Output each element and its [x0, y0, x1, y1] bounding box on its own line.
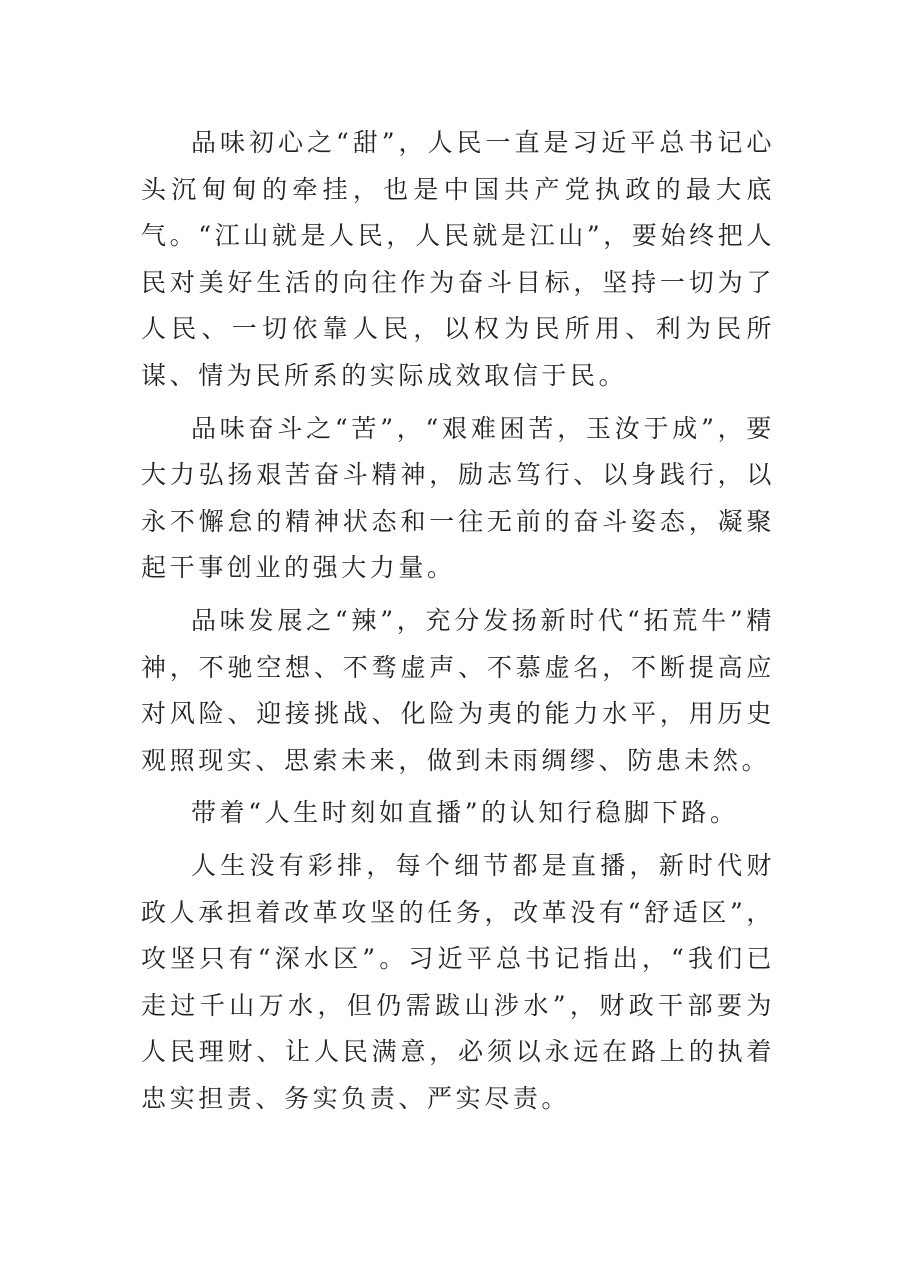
document-body	[141, 120, 775, 1122]
paragraph-section-heading: 带着“人生时刻如直播”的认知行稳脚下路。	[191, 798, 739, 828]
paragraph-no-rehearsal: 人生没有彩排，每个细节都是直播，新时代财政人承担着改革攻坚的任务，改革没有“舒适区”，攻坚只有“深水区”。习近平总书记指出，“我们已走过千山万水，但仍需跋山涉水”，财政干部要为人民理财、让人民满意，必须以永远在路上的执着忠实担责、务实负责、严实尽责。	[141, 850, 775, 1113]
paragraph-sweet-original-aspiration: 品味初心之“甜”，人民一直是习近平总书记心头沉甸甸的牵挂，也是中国共产党执政的最大底气。“江山就是人民，人民就是江山”，要始终把人民对美好生活的向往作为奋斗目标，坚持一切为了人民、一切依靠人民，以权为民所用、利为民所谋、情为民所系的实际成效取信于民。	[141, 128, 775, 390]
paragraph-bitter-struggle: 品味奋斗之“苦”，“艰难困苦，玉汝于成”，要大力弘扬艰苦奋斗精神，励志笃行、以身践行，以永不懈怠的精神状态和一往无前的奋斗姿态，凝聚起干事创业的强大力量。	[141, 413, 775, 583]
paragraph-spicy-development: 品味发展之“辣”，充分发扬新时代“拓荒牛”精神，不驰空想、不骛虚声、不慕虚名，不断提高应对风险、迎接挑战、化险为夷的能力水平，用历史观照现实、思索未来，做到未雨绸缪、防患未然。	[141, 605, 775, 775]
